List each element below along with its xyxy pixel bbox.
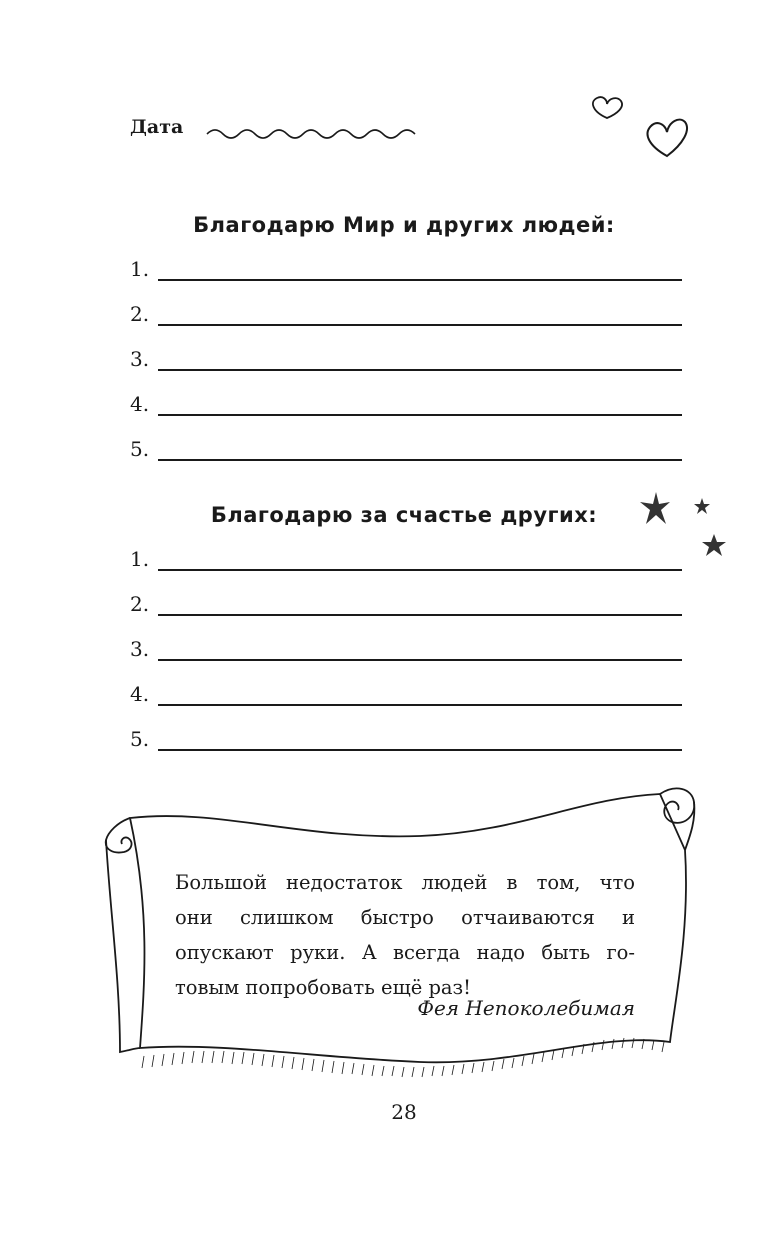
quote-line: опускают руки. А всегда надо быть го- (175, 941, 635, 964)
line-number: 3. (130, 637, 150, 661)
write-line[interactable] (158, 279, 682, 281)
quote-author: Фея Непоколебимая (417, 996, 635, 1020)
hearts-decoration (585, 92, 695, 164)
page-number: 28 (391, 1100, 417, 1124)
section1-line-1[interactable] (130, 257, 682, 281)
section1-line-3[interactable] (130, 347, 682, 371)
quote-line: они слишком быстро отчаиваются и (175, 906, 635, 929)
date-squiggle-line[interactable] (205, 120, 417, 144)
write-line[interactable] (158, 659, 682, 661)
date-label: Дата (130, 116, 184, 138)
section1-title: Благодарю Мир и других людей: (193, 213, 615, 237)
line-number: 2. (130, 592, 150, 616)
write-line[interactable] (158, 459, 682, 461)
write-line[interactable] (158, 614, 682, 616)
section2-line-2[interactable] (130, 592, 682, 616)
section2-line-4[interactable] (130, 682, 682, 706)
line-number: 2. (130, 302, 150, 326)
write-line[interactable] (158, 369, 682, 371)
quote-text (175, 865, 635, 1005)
line-number: 5. (130, 437, 150, 461)
heart-icon (593, 97, 622, 118)
section2-line-3[interactable] (130, 637, 682, 661)
section2-title: Благодарю за счастье других: (210, 503, 598, 527)
write-line[interactable] (158, 324, 682, 326)
write-line[interactable] (158, 749, 682, 751)
quote-line: товым попробовать ещё раз! (175, 976, 472, 999)
section1-line-4[interactable] (130, 392, 682, 416)
line-number: 5. (130, 727, 150, 751)
line-number: 4. (130, 682, 150, 706)
section2-line-1[interactable] (130, 547, 682, 571)
quote-line: Большой недостаток людей в том, что (175, 871, 635, 894)
section1-line-2[interactable] (130, 302, 682, 326)
write-line[interactable] (158, 414, 682, 416)
line-number: 4. (130, 392, 150, 416)
section1-line-5[interactable] (130, 437, 682, 461)
line-number: 1. (130, 547, 150, 571)
section2-line-5[interactable] (130, 727, 682, 751)
star-icon (702, 534, 726, 556)
line-number: 1. (130, 257, 150, 281)
line-number: 3. (130, 347, 150, 371)
heart-icon (648, 120, 687, 156)
write-line[interactable] (158, 569, 682, 571)
write-line[interactable] (158, 704, 682, 706)
